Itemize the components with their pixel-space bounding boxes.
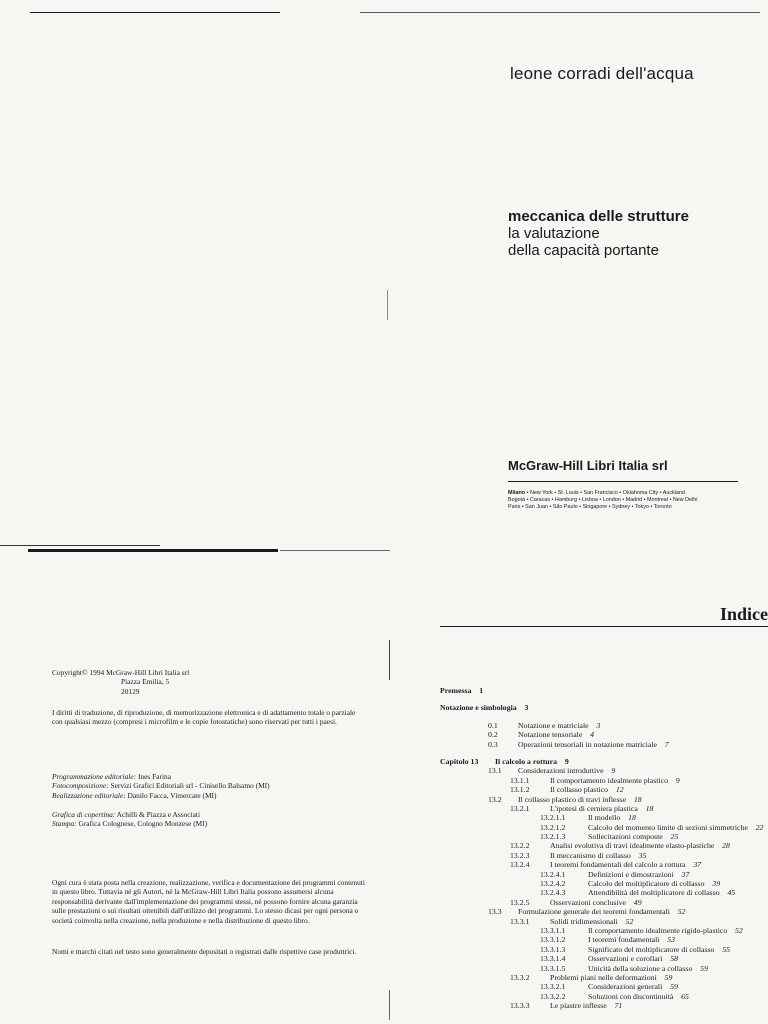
toc-entry-page: 22 <box>755 822 764 832</box>
toc-entry <box>440 851 768 860</box>
author-name: leone corradi dell'acqua <box>510 64 694 83</box>
toc-entry-page: 52 <box>625 916 634 926</box>
toc-entry-page: 52 <box>735 925 743 935</box>
toc-entry-page: 9 <box>564 756 569 766</box>
toc-entry <box>440 804 768 813</box>
cities-milano: Milano <box>508 490 526 496</box>
toc-entry <box>440 740 768 749</box>
toc-entry-number: 13.2.4.2 <box>540 879 566 889</box>
toc-entry <box>440 795 768 804</box>
toc-entry-page: 35 <box>638 850 647 860</box>
toc-entry-title: Attendibilità del moltiplicatore di collasso 45 <box>588 888 736 898</box>
toc-entry-title: Significato del moltiplicatore di collasso 55 <box>588 944 731 954</box>
toc-entry <box>440 813 768 822</box>
publisher-rule <box>508 481 738 482</box>
copyright-block <box>52 668 189 696</box>
toc-entry-page: 53 <box>667 935 676 945</box>
gutter-mark-bottom-2 <box>389 990 390 1020</box>
toc-entry-page: 25 <box>670 832 679 842</box>
table-of-contents <box>440 686 768 1011</box>
credit-programming: Programmazione editoriale: Ines Farina <box>52 772 171 781</box>
address-line-1: Piazza Emilia, 5 <box>121 677 170 687</box>
toc-entry-title: Calcolo del moltiplicatore di collasso 39 <box>588 879 721 889</box>
toc-entry-number: 0.1 <box>488 720 498 730</box>
toc-entry-number: 13.3.1 <box>510 916 530 926</box>
toc-entry <box>440 1001 768 1010</box>
toc-entry-title: Notazione e matriciale 3 <box>518 720 601 730</box>
toc-entry-page: 4 <box>590 730 595 740</box>
toc-entry <box>440 879 768 888</box>
toc-entry-number: 0.3 <box>488 739 498 749</box>
book-subtitle-line-1: la valutazione <box>508 225 600 242</box>
toc-entry-page: 59 <box>670 982 678 992</box>
toc-entry <box>440 721 768 730</box>
toc-entry-title: Il calcolo a rottura 9 <box>495 756 569 766</box>
trademark-note: Nomi e marchi citati nel testo sono generalmente depositati o registrati dalle rispettive case produttrici. <box>52 947 357 956</box>
toc-entry <box>440 964 768 973</box>
toc-entry-page: 37 <box>681 869 690 879</box>
toc-entry-page: 59 <box>700 963 708 973</box>
toc-entry-title: Il comportamento idealmente plastico 9 <box>550 775 680 785</box>
toc-entry-title: Notazione tensoriale 4 <box>518 730 595 740</box>
toc-entry <box>440 870 768 879</box>
toc-entry-title: Notazione e simbologia 3 <box>440 703 529 713</box>
toc-entry-title: Premessa 1 <box>440 686 484 695</box>
toc-entry-number: 13.2.1 <box>510 803 530 813</box>
address-line-2: 20129 <box>121 686 140 696</box>
toc-entry <box>440 703 768 712</box>
toc-entry-page: 9 <box>675 775 680 785</box>
toc-entry <box>440 992 768 1001</box>
toc-entry-page: 55 <box>722 944 731 954</box>
toc-entry-page: 28 <box>722 841 730 851</box>
toc-entry-number: 13.1.1 <box>510 775 530 785</box>
toc-entry <box>440 686 768 695</box>
toc-entry-title: Il collasso plastico di travi inflesse 18 <box>518 794 642 804</box>
toc-entry-number: 13.2.3 <box>510 850 530 860</box>
credit-print: Stampa: Grafica Colognese, Cologno Monzese (MI) <box>52 819 208 829</box>
toc-entry-number: 13.2.1.1 <box>540 813 566 823</box>
toc-entry <box>440 954 768 963</box>
toc-entry-number: 13.3.2 <box>510 972 530 982</box>
toc-entry-page: 58 <box>670 954 679 964</box>
toc-entry-page: 7 <box>664 739 669 749</box>
gutter-mark-top <box>387 290 388 320</box>
toc-entry-number: 13.1 <box>488 766 502 776</box>
page-divider-right <box>280 550 390 551</box>
toc-entry-title: Formulazione generale dei teoremi fondamentali 52 <box>518 907 686 917</box>
toc-entry-title: Considerazioni introduttive 9 <box>518 766 616 776</box>
toc-entry-page: 18 <box>628 813 636 823</box>
book-subtitle-line-2: della capacità portante <box>508 242 659 259</box>
toc-entry-number: 13.2.1.2 <box>540 822 566 832</box>
toc-entry-page: 65 <box>681 991 689 1001</box>
toc-entry-page: 9 <box>611 766 616 776</box>
toc-entry <box>440 935 768 944</box>
toc-entry-title: Il meccanismo di collasso 35 <box>550 850 647 860</box>
cities-line-2: Bogotá • Caracas • Hamburg • Lisboa • London • Madrid • Montreal • New Delhi <box>508 497 698 503</box>
toc-entry-title: Il collasso plastico 12 <box>550 785 624 795</box>
toc-entry-page: 37 <box>693 860 702 870</box>
toc-entry-title: I teoremi fondamentali 53 <box>588 935 676 945</box>
toc-entry-number: 13.3.1.5 <box>540 963 566 973</box>
top-page-rule <box>30 12 280 13</box>
toc-entry-page: 18 <box>645 803 654 813</box>
toc-entry <box>440 841 768 850</box>
title-block <box>508 208 689 259</box>
toc-entry-number: 13.3.2.1 <box>540 982 566 992</box>
toc-entry-number: 13.3.1.3 <box>540 944 566 954</box>
toc-entry <box>440 973 768 982</box>
toc-entry-number: 0.2 <box>488 730 498 740</box>
credit-cover: Grafica di copertina: Achilli & Piazza e Associati <box>52 810 201 819</box>
cities-line-3: Paris • San Juan • São Paulo • Singapore • Sydney • Tokyo • Toronto <box>508 504 672 510</box>
toc-entry <box>440 730 768 739</box>
toc-entry <box>440 888 768 897</box>
toc-entry <box>440 917 768 926</box>
toc-entry-page: 71 <box>614 1001 623 1011</box>
toc-entry-number: 13.2.2 <box>510 841 530 851</box>
toc-entry-number: 13.2.1.3 <box>540 832 566 842</box>
toc-entry-title: Operazioni tensoriali in notazione matriciale 7 <box>518 739 669 749</box>
toc-entry-number: 13.2.4 <box>510 860 530 870</box>
toc-entry-title: Il modello 18 <box>588 813 636 823</box>
gutter-mark-bottom <box>389 640 390 680</box>
copyright-line: Copyright© 1994 McGraw-Hill Libri Italia srl <box>52 668 190 677</box>
toc-entry <box>440 785 768 794</box>
toc-entry-page: 45 <box>727 888 736 898</box>
toc-entry-number: 13.2 <box>488 794 502 804</box>
toc-entry-number: 13.3.3 <box>510 1001 530 1011</box>
toc-entry-title: Calcolo del momento limite di sezioni simmetriche 22 <box>588 822 764 832</box>
page-divider-bold <box>28 549 278 552</box>
credit-editorial: Realizzazione editoriale: Danilo Facca, Vimercate (MI) <box>52 790 217 800</box>
toc-entry-title: Sollecitazioni composte 25 <box>588 832 679 842</box>
toc-entry-number: 13.2.4.1 <box>540 869 566 879</box>
toc-entry-page: 12 <box>615 785 624 795</box>
toc-entry <box>440 860 768 869</box>
book-title: meccanica delle strutture <box>508 208 689 225</box>
toc-entry-title: Il comportamento idealmente rigido-plastico 52 <box>588 925 743 935</box>
toc-entry-title: Osservazioni conclusive 49 <box>550 897 642 907</box>
toc-entry-page: 18 <box>633 794 642 804</box>
toc-entry-number: 13.3.1.4 <box>540 954 566 964</box>
top-page-rule-right <box>360 12 760 13</box>
toc-entry <box>440 832 768 841</box>
toc-entry <box>440 907 768 916</box>
toc-entry-number: 13.2.5 <box>510 897 530 907</box>
toc-entry <box>440 926 768 935</box>
toc-entry <box>440 776 768 785</box>
editorial-credits <box>52 772 372 800</box>
toc-entry-page: 39 <box>712 879 721 889</box>
credit-typesetting: Fotocomposizione: Servizi Grafici Editoriali srl - Cinisello Balsamo (MI) <box>52 781 270 791</box>
toc-entry-title: Le piastre inflesse 71 <box>550 1001 623 1011</box>
toc-entry-title: Problemi piani nelle deformazioni 59 <box>550 972 673 982</box>
page-divider-top <box>0 545 160 546</box>
toc-entry-page: 1 <box>479 686 484 695</box>
index-heading: Indice <box>719 604 768 624</box>
toc-entry-number: 13.3 <box>488 907 502 917</box>
toc-entry-title: I teoremi fondamentali del calcolo a rottura 37 <box>550 860 702 870</box>
publisher-name: McGraw-Hill Libri Italia srl <box>508 458 668 473</box>
toc-entry-title: Definizioni e dimostrazioni 37 <box>588 869 690 879</box>
toc-entry-page: 3 <box>596 720 601 730</box>
toc-entry-title: Analisi evolutiva di travi idealmente elasto-plastiche 28 <box>550 841 730 851</box>
toc-entry-title: Soluzioni con discontinuità 65 <box>588 991 689 1001</box>
toc-entry <box>440 982 768 991</box>
toc-entry-page: 49 <box>633 897 642 907</box>
toc-entry-number: Capitolo 13 <box>440 756 479 766</box>
toc-entry <box>440 766 768 775</box>
toc-entry-number: 13.1.2 <box>510 785 530 795</box>
toc-entry-number: 13.3.1.2 <box>540 935 566 945</box>
toc-entry <box>440 757 768 766</box>
publisher-cities <box>508 490 738 511</box>
toc-entry-page: 3 <box>524 703 529 713</box>
toc-entry-title: Osservazioni e corollari 58 <box>588 954 679 964</box>
toc-entry-page: 52 <box>677 907 686 917</box>
toc-entry-number: 13.3.2.2 <box>540 991 566 1001</box>
toc-entry-title: Solidi tridimensionali 52 <box>550 916 634 926</box>
cities-line-1: • New York • St. Louis • San Francisco • Oklahoma City • Auckland <box>525 490 685 496</box>
toc-entry <box>440 823 768 832</box>
index-heading-rule <box>440 626 768 627</box>
production-credits <box>52 810 372 829</box>
toc-entry <box>440 898 768 907</box>
toc-entry-title: L'ipotesi di cerniera plastica 18 <box>550 803 654 813</box>
rights-notice: I diritti di traduzione, di riproduzione, di memorizzazione elettronica e di adattamento totale o parziale con qualsiasi mezzo (compresi i microfilm e le copie fotostatiche) sono riservati per tutti i paesi. <box>52 708 356 727</box>
toc-entry-title: Considerazioni generali 59 <box>588 982 678 992</box>
toc-entry <box>440 945 768 954</box>
toc-entry-number: 13.3.1.1 <box>540 925 566 935</box>
toc-entry-title: Unicità della soluzione a collasso 59 <box>588 963 708 973</box>
disclaimer: Ogni cura è stata posta nella creazione, realizzazione, verifica e documentazione dei programmi contenuti in questo libro. Tuttavia né gli Autori, né la McGraw-Hill Libri Italia possono assumersi alcuna responsabilità derivante dall'implementazione dei programmi stessi, né possono fornire alcuna garanzia sulle prestazioni o sui risultati ottenibili dall'utilizzo dei programmi. Lo stesso dicasi per ogni persona o società coinvolta nella creazione, nella produzione e nella distribuzione di questo libro. <box>52 878 365 925</box>
toc-entry-number: 13.2.4.3 <box>540 888 566 898</box>
toc-entry-page: 59 <box>664 972 673 982</box>
